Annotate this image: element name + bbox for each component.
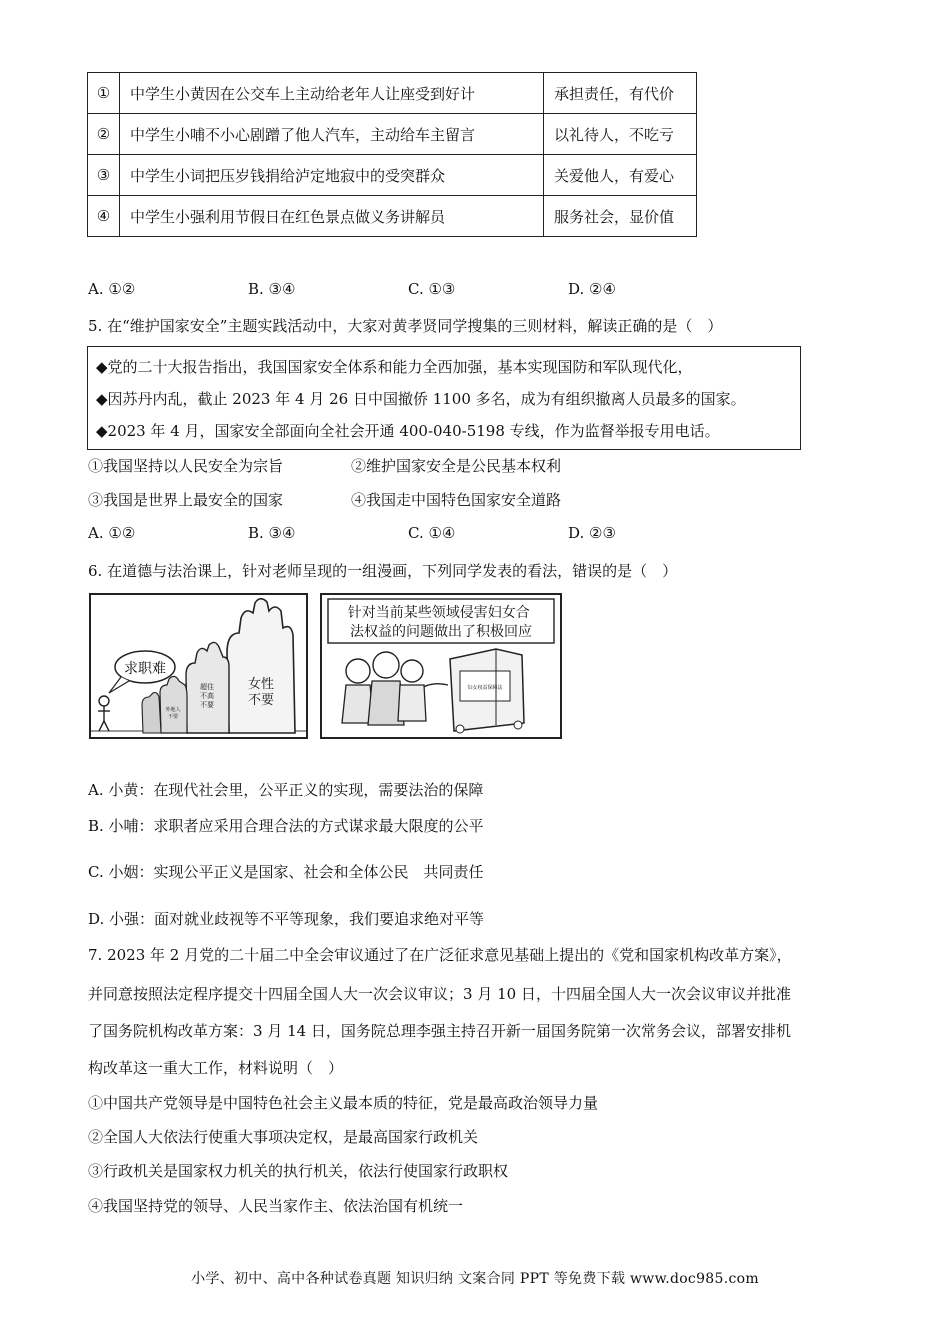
- statement-2: ②维护国家安全是公民基本权利: [351, 457, 562, 475]
- q5-material-box: [87, 346, 801, 450]
- q5-stem: 5. 在“维护国家安全”主题实践活动中，大家对黄孝贤同学搜集的三则材料，解读正确的是（ ）: [88, 317, 723, 335]
- hand-label-medium: 超住不高不要: [200, 683, 214, 709]
- q6-option-c[interactable]: C. 小姻：实现公平正义是国家、社会和全体公民 共同责任: [88, 863, 484, 881]
- row-event: 中学生小黄因在公交车上主动给老年人让座受到好计: [120, 73, 544, 114]
- row-event: 中学生小强利用节假日在红色景点做义务讲解员: [120, 196, 544, 237]
- statement-1: ①我国坚持以人民安全为宗旨: [88, 457, 284, 475]
- q7-stem-line: 构改革这一重大工作，材料说明（ ）: [88, 1059, 344, 1077]
- table-row: [88, 155, 697, 196]
- material-item: ◆2023 年 4 月，国家安全部面向全社会开通 400-040-5198 专线，作为监督举报专用电话。: [96, 422, 720, 440]
- table-row: [88, 196, 697, 237]
- q7-statement-1: ①中国共产党领导是中国特色社会主义最本质的特征，党是最高政治领导力量: [88, 1094, 599, 1112]
- cartoon-women-rights-law: [320, 593, 562, 739]
- option-d[interactable]: D. ②④: [568, 280, 616, 298]
- row-number: ④: [88, 196, 120, 237]
- q7-statement-4: ④我国坚持党的领导、人民当家作主、依法治国有机统一: [88, 1197, 464, 1215]
- row-evaluation: 关爱他人，有爱心: [544, 155, 697, 196]
- q6-stem: 6. 在道德与法治课上，针对老师呈现的一组漫画，下列同学发表的看法，错误的是（ ）: [88, 562, 678, 580]
- option-c[interactable]: C. ①③: [408, 280, 456, 298]
- hand-label-large: 女性不要: [247, 677, 275, 708]
- q7-statement-2: ②全国人大依法行使重大事项决定权，是最高国家行政机关: [88, 1128, 479, 1146]
- row-number: ①: [88, 73, 120, 114]
- row-event: 中学生小哺不小心剧蹭了他人汽车，主动给车主留言: [120, 114, 544, 155]
- hand-label-small: 外地人不要: [165, 707, 181, 720]
- q5-options: [88, 524, 728, 542]
- banner-text: 针对当前某些领域侵害妇女合 法权益的问题做出了积极回应: [347, 605, 532, 640]
- option-d[interactable]: D. ②③: [568, 524, 616, 542]
- statement-4: ④我国走中国特色国家安全道路: [351, 491, 562, 509]
- q6-option-a[interactable]: A. 小黄：在现代社会里，公平正义的实现，需要法治的保障: [88, 781, 484, 799]
- q7-stem-line: 了国务院机构改革方案：3 月 14 日，国务院总理李强主持召开新一届国务院第一次常务会议，部署安排机: [88, 1022, 791, 1040]
- q7-stem-line: 并同意按照法定程序提交十四届全国人大一次会议审议；3 月 10 日，十四届全国人大一次会议审议并批准: [88, 985, 791, 1003]
- q7-stem-line: 7. 2023 年 2 月党的二十届二中全会审议通过了在广泛征求意见基础上提出的《党和国家机构改革方案》，: [88, 946, 792, 964]
- statement-3: ③我国是世界上最安全的国家: [88, 491, 284, 509]
- q5-statements-row: [88, 455, 561, 476]
- book-sign-text: 妇女权益保障法: [467, 685, 503, 691]
- page-footer: 小学、初中、高中各种试卷真题 知识归纳 文案合同 PPT 等免费下载 www.doc985.com: [191, 1271, 759, 1287]
- row-number: ②: [88, 114, 120, 155]
- table-row: [88, 114, 697, 155]
- q6-option-b[interactable]: B. 小哺：求职者应采用合理合法的方式谋求最大限度的公平: [88, 817, 484, 835]
- row-evaluation: 承担责任，有代价: [544, 73, 697, 114]
- row-event: 中学生小词把压岁钱捐给泸定地寂中的受突群众: [120, 155, 544, 196]
- option-c[interactable]: C. ①④: [408, 524, 456, 542]
- cartoon-job-discrimination: [89, 593, 308, 739]
- q4-table: [87, 72, 697, 237]
- q5-statements-row: [88, 489, 561, 510]
- option-a[interactable]: A. ①②: [88, 280, 136, 298]
- option-b[interactable]: B. ③④: [248, 280, 296, 298]
- material-item: ◆因苏丹内乱，截止 2023 年 4 月 26 日中国撤侨 1100 多名，成为有组织撤离人员最多的国家。: [96, 390, 746, 408]
- q6-option-d[interactable]: D. 小强：面对就业歧视等不平等现象，我们要追求绝对平等: [88, 910, 485, 928]
- table-row: [88, 73, 697, 114]
- row-evaluation: 服务社会，显价值: [544, 196, 697, 237]
- q4-options: [88, 280, 728, 298]
- row-evaluation: 以礼待人，不吃亏: [544, 114, 697, 155]
- bubble-text: 求职难: [124, 661, 166, 677]
- option-a[interactable]: A. ①②: [88, 524, 136, 542]
- q7-statement-3: ③行政机关是国家权力机关的执行机关，依法行使国家行政职权: [88, 1162, 509, 1180]
- material-item: ◆党的二十大报告指出，我国国家安全体系和能力全西加强，基本实现国防和军队现代化，: [96, 358, 693, 376]
- option-b[interactable]: B. ③④: [248, 524, 296, 542]
- row-number: ③: [88, 155, 120, 196]
